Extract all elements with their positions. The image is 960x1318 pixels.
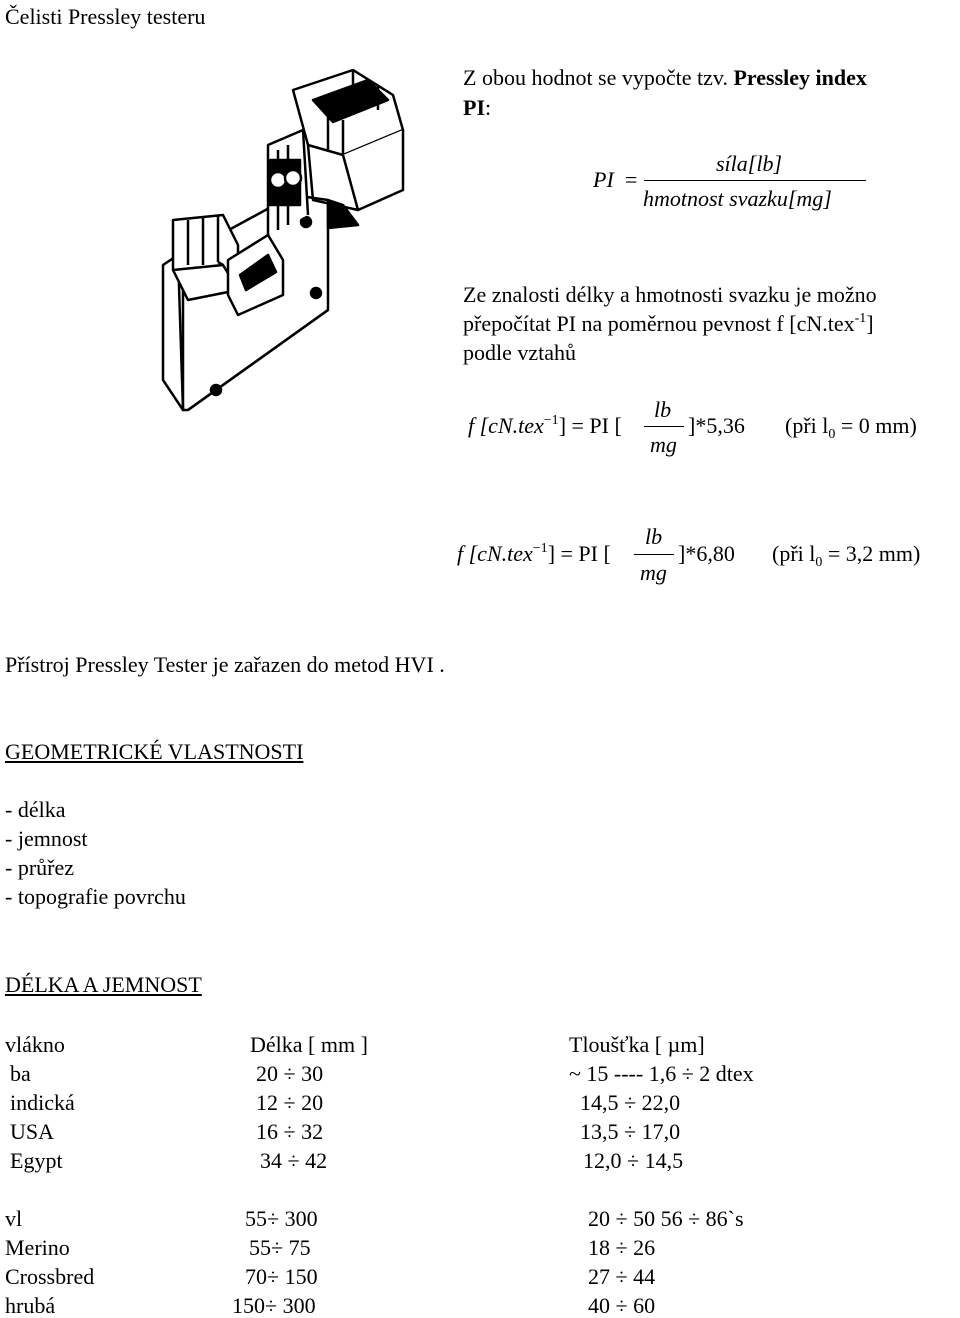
section-title-geometric: GEOMETRICKÉ VLASTNOSTI — [5, 739, 304, 764]
page-heading: Čelisti Pressley testeru — [5, 4, 206, 29]
hvi-note: Přístroj Pressley Tester je zařazen do metod HVI . — [5, 652, 445, 677]
list-item: - délka — [5, 797, 66, 822]
formula-2-fraction-bar — [634, 554, 674, 555]
formula-2-denominator: mg — [640, 560, 667, 585]
table-cell: 27 ÷ 44 — [588, 1264, 656, 1289]
column-header-thickness: Tloušťka [ µm] — [569, 1032, 705, 1057]
pressley-jaws-illustration — [128, 50, 428, 430]
table-cell: 18 ÷ 26 — [588, 1235, 656, 1260]
table-cell: 40 ÷ 60 — [588, 1293, 656, 1318]
table-cell: 20 ÷ 30 — [256, 1061, 324, 1086]
table-cell: 12,0 ÷ 14,5 — [583, 1148, 684, 1173]
table-cell: 20 ÷ 50 56 ÷ 86`s — [588, 1206, 744, 1231]
formula-2: f [cN.tex$^{-1}$] = PI [ — [457, 541, 611, 566]
formula-2-factor: ]*6,80 — [678, 541, 735, 566]
column-header-fiber: vlákno — [5, 1032, 65, 1057]
formula-pi-numerator: síla[lb] — [716, 151, 783, 176]
para-line-2: přepočítat PI na poměrnou pevnost f [cN.tex$^{-1}$] — [463, 311, 874, 336]
formula-pi-eq: = — [625, 167, 638, 192]
section-title-length-fineness: DÉLKA A JEMNOST — [5, 972, 202, 997]
table-cell: hrubá — [5, 1293, 56, 1318]
formula-2-condition: (při $l_0 = 3,2$ mm) — [772, 541, 921, 570]
table-cell: 55÷ 75 — [249, 1235, 311, 1260]
table-cell: vl — [5, 1206, 23, 1231]
table-cell: 13,5 ÷ 17,0 — [580, 1119, 681, 1144]
list-item: - topografie povrchu — [5, 884, 186, 909]
table-cell: Egypt — [10, 1148, 63, 1173]
list-item: - průřez — [5, 855, 75, 880]
table-cell: ba — [10, 1061, 31, 1086]
para-line-1: Ze znalosti délky a hmotnosti svazku je možno — [463, 282, 877, 307]
table-cell: 16 ÷ 32 — [256, 1119, 324, 1144]
table-cell: USA — [10, 1119, 55, 1144]
para-line-3: podle vztahů — [463, 340, 577, 365]
table-cell: indická — [10, 1090, 75, 1115]
table-cell: Crossbred — [5, 1264, 95, 1289]
table-cell: 55÷ 300 — [245, 1206, 318, 1231]
formula-pi-denominator: hmotnost svazku[mg] — [643, 186, 832, 211]
formula-1-fraction-bar — [644, 426, 684, 427]
table-cell: 14,5 ÷ 22,0 — [580, 1090, 681, 1115]
formula-1-factor: ]*5,36 — [688, 413, 745, 438]
formula-2-numerator: lb — [645, 524, 663, 549]
formula-1-condition: (při $l_0 = 0$ mm) — [785, 413, 917, 442]
formula-1: f [cN.tex$^{-1}$] = PI [ — [468, 413, 622, 438]
table-cell: 34 ÷ 42 — [260, 1148, 328, 1173]
pressley-index-term: Pressley index — [733, 65, 867, 90]
table-cell: 70÷ 150 — [245, 1264, 318, 1289]
table-cell: 150÷ 300 — [232, 1293, 316, 1318]
intro-line-2: PI: — [463, 95, 492, 120]
formula-pi-lhs: PI — [593, 167, 614, 192]
table-cell: Merino — [5, 1235, 70, 1260]
formula-1-numerator: lb — [654, 397, 672, 422]
intro-line-1: Z obou hodnot se vypočte tzv. Pressley index — [463, 65, 867, 90]
list-item: - jemnost — [5, 826, 88, 851]
table-cell: 12 ÷ 20 — [256, 1090, 324, 1115]
formula-1-denominator: mg — [650, 432, 677, 457]
table-cell: ~ 15 ---- 1,6 ÷ 2 dtex — [569, 1061, 754, 1086]
column-header-length: Délka [ mm ] — [250, 1032, 368, 1057]
formula-pi-fraction-bar — [644, 180, 866, 181]
